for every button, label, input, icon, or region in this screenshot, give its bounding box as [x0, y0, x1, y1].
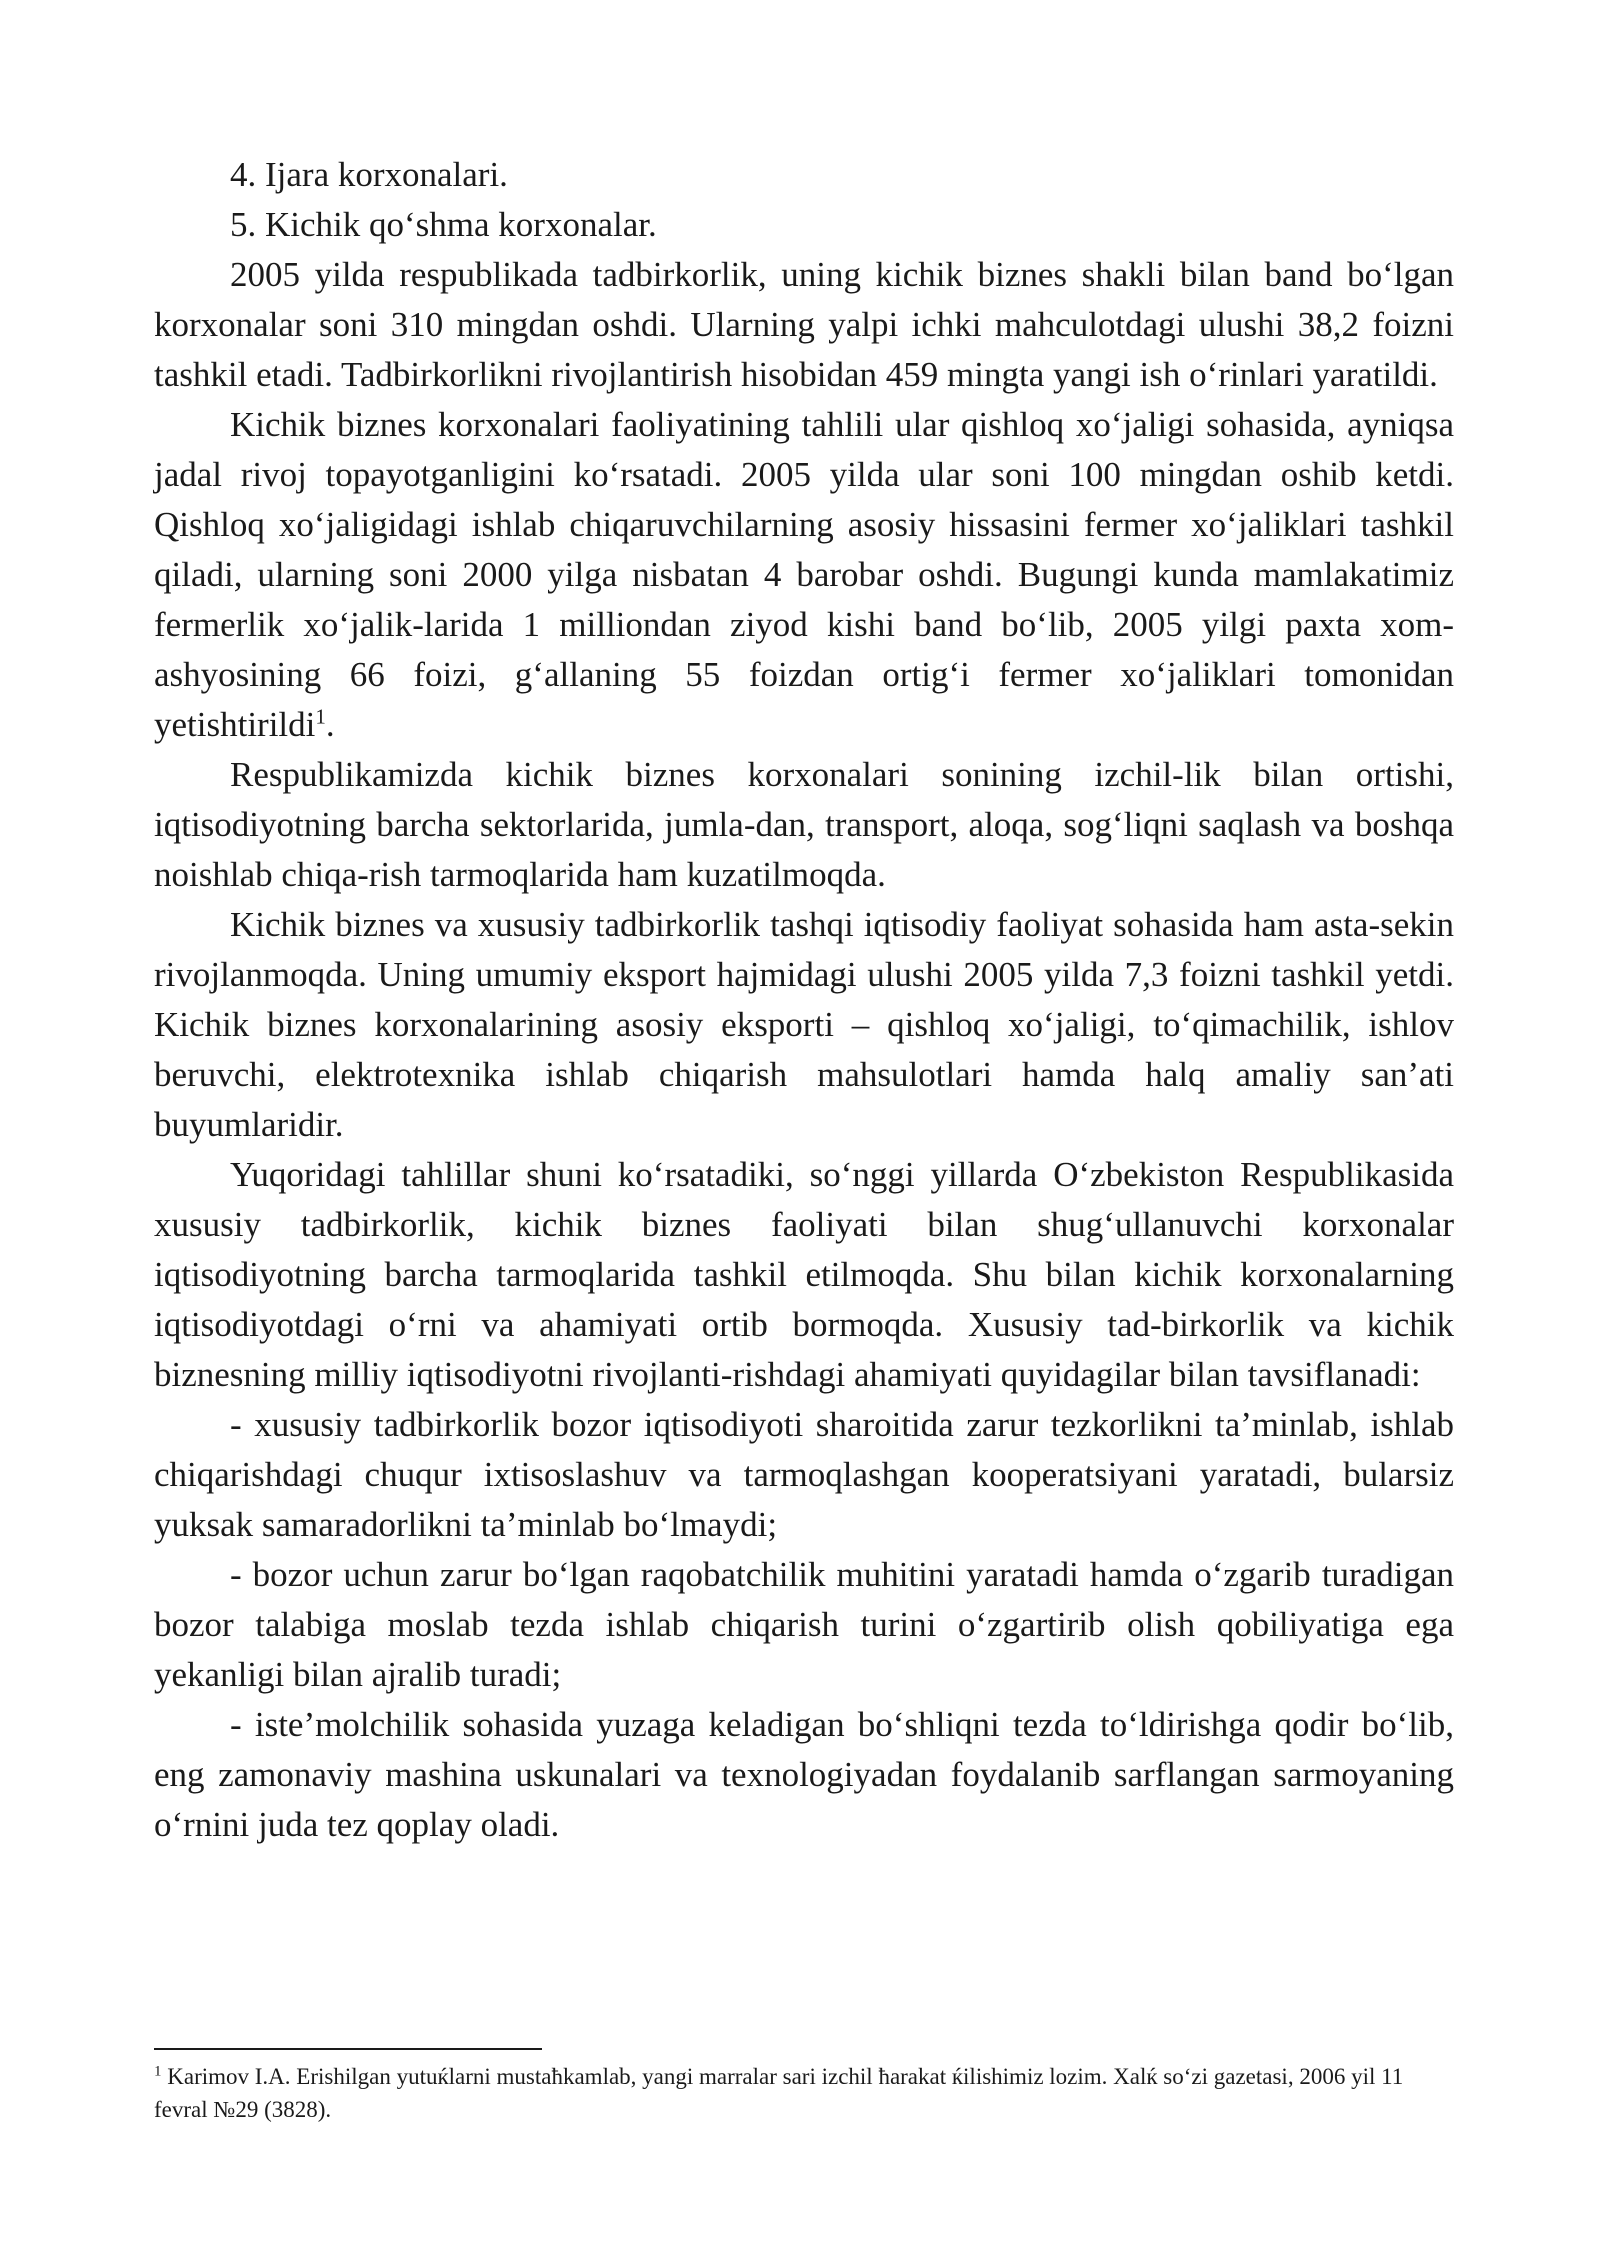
paragraph-text: Kichik biznes korxonalari faoliyatining tahlili ular qishloq xo‘jaligi sohasida, ayniqsa jadal rivoj topayotganligini ko‘rsatadi. 2005 yilda ular soni 100 mingdan oshib ketdi. Qishloq xo‘jaligidagi ishlab chiqaruvchilarning asosiy hissasini fermer xo‘jaliklari tashkil qiladi, ularning soni 2000 yilga nisbatan 4 barobar oshdi. Bugungi kunda mamlakatimiz fermerlik xo‘jalik-larida 1 milliondan ziyod kishi band bo‘lib, 2005 yilgi paxta xom-ashyosining 66 foizi, g‘allaning 55 foizdan ortig‘i fermer xo‘jaliklari tomonidan yetishtirildi: [154, 405, 1454, 744]
body-paragraph: Yuqoridagi tahlillar shuni ko‘rsatadiki, so‘nggi yillarda O‘zbekiston Respublikasida xususiy tadbirkorlik, kichik biznes faoliyati bilan shug‘ullanuvchi korxonalar iqtisodiyotning barcha tarmoqlarida tashkil etilmoqda. Shu bilan kichik korxonalarning iqtisodiyotdagi o‘rni va ahamiyati ortib bormoqda. Xususiy tad-birkorlik va kichik biznesning milliy iqtisodiyotni rivojlanti-rishdagi ahamiyati quyidagilar bilan tavsiflanadi:: [154, 1155, 1454, 1394]
list-item: 4. Ijara korxonalari.: [230, 155, 508, 194]
footnote: [154, 2060, 1454, 2126]
footnote-text: Karimov I.A. Erishilgan yutuќlarni mustaћkamlab, yangi marralar sari izchil ћarakat ќilishimiz lozim. Xalќ so‘zi gazetasi, 2006 yil 11 fevral №29 (3828).: [154, 2064, 1404, 2122]
bullet-paragraph: - bozor uchun zarur bo‘lgan raqobatchilik muhitini yaratadi hamda o‘zgarib turadigan bozor talabiga moslab tezda ishlab chiqarish turini o‘zgartirib olish qobiliyatiga ega yekanligi bilan ajralib turadi;: [154, 1555, 1454, 1694]
bullet-paragraph: - xususiy tadbirkorlik bozor iqtisodiyoti sharoitida zarur tezkorlikni ta’minlab, ishlab chiqarishdagi chuqur ixtisoslashuv va tarmoqlashgan kooperatsiyani yaratadi, bularsiz yuksak samaradorlikni ta’minlab bo‘lmaydi;: [154, 1405, 1454, 1544]
body-paragraph: Respublikamizda kichik biznes korxonalari sonining izchil-lik bilan ortishi, iqtisodiyotning barcha sektorlarida, jumla-dan, transport, aloqa, sog‘liqni saqlash va boshqa noishlab chiqa-rish tarmoqlarida ham kuzatilmoqda.: [154, 755, 1454, 894]
body-paragraph: Kichik biznes va xususiy tadbirkorlik tashqi iqtisodiy faoliyat sohasida ham asta-sekin rivojlanmoqda. Uning umumiy eksport hajmidagi ulushi 2005 yilda 7,3 foizni tashkil yetdi. Kichik biznes korxonalarining asosiy eksporti – qishloq xo‘jaligi, to‘qimachilik, ishlov beruvchi, elektrotexnika ishlab chiqarish mahsulotlari hamda halq amaliy san’ati buyumlaridir.: [154, 905, 1454, 1144]
list-item: 5. Kichik qo‘shma korxonalar.: [230, 205, 657, 244]
document-body: [154, 150, 1454, 1850]
bullet-paragraph: - iste’molchilik sohasida yuzaga keladigan bo‘shliqni tezda to‘ldirishga qodir bo‘lib, eng zamonaviy mashina uskunalari va texnologiyadan foydalanib sarflangan sarmoyaning o‘rnini juda tez qoplay oladi.: [154, 1705, 1454, 1844]
footnote-reference[interactable]: 1: [315, 704, 326, 729]
paragraph-end-punctuation: .: [325, 705, 335, 744]
body-paragraph-with-footnote: [154, 400, 1454, 750]
footnote-divider: [154, 2048, 542, 2050]
body-paragraph: 2005 yilda respublikada tadbirkorlik, uning kichik biznes shakli bilan band bo‘lgan korxonalar soni 310 mingdan oshdi. Ularning yalpi ichki mahculotdagi ulushi 38,2 foizni tashkil etadi. Tadbirkorlikni rivojlantirish hisobidan 459 mingta yangi ish o‘rinlari yaratildi.: [154, 255, 1454, 394]
footnote-marker: 1: [154, 2063, 162, 2080]
